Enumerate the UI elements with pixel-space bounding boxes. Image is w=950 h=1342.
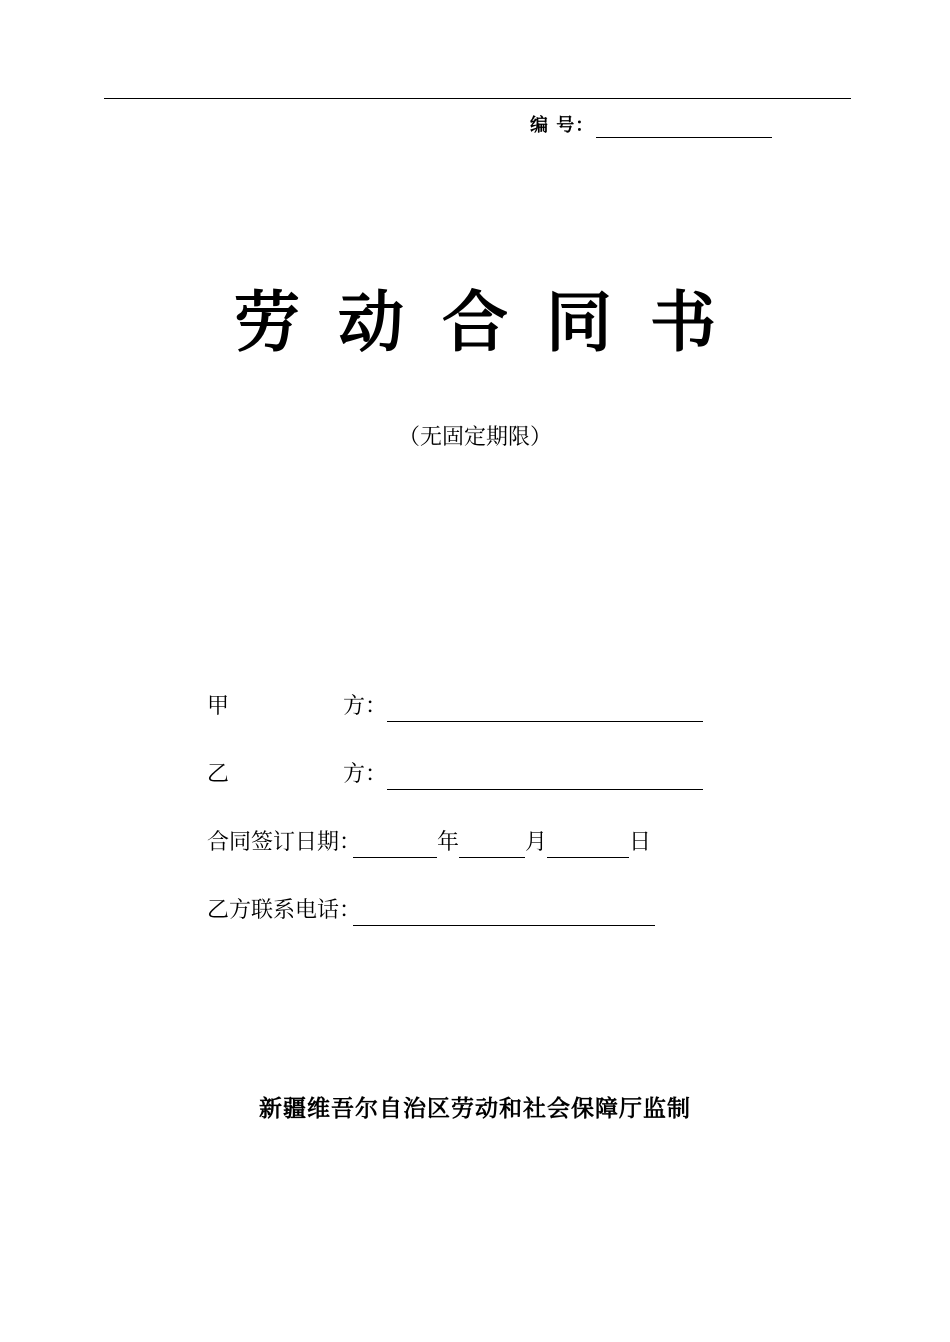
phone-blank[interactable] (353, 899, 655, 926)
serial-number-blank[interactable] (596, 117, 772, 138)
day-unit: 日 (629, 830, 652, 855)
party-a-label (207, 692, 387, 722)
sign-year-blank[interactable] (353, 831, 437, 858)
party-b-label (207, 760, 387, 790)
party-b-label-first: 乙 (207, 762, 230, 787)
party-a-blank[interactable] (387, 695, 703, 722)
header-rule (104, 98, 851, 99)
sign-month-blank[interactable] (459, 831, 525, 858)
party-b-label-last: 方： (342, 762, 387, 787)
month-unit: 月 (525, 830, 548, 855)
party-a-field (207, 686, 703, 722)
sign-date-label: 合同签订日期： (207, 830, 362, 855)
sign-day-blank[interactable] (547, 831, 629, 858)
year-unit: 年 (437, 830, 460, 855)
serial-number-row (530, 110, 772, 138)
phone-field (207, 890, 655, 926)
document-title: 劳动合同书 (234, 284, 754, 361)
phone-label: 乙方联系电话： (207, 898, 362, 923)
supervisor-note: 新疆维吾尔自治区劳动和社会保障厅监制 (259, 1096, 691, 1122)
party-a-label-last: 方： (342, 694, 387, 719)
sign-date-field (207, 822, 651, 858)
party-b-blank[interactable] (387, 763, 703, 790)
party-b-field (207, 754, 703, 790)
party-a-label-first: 甲 (207, 694, 230, 719)
document-subtitle: （无固定期限） (397, 425, 552, 450)
serial-number-label: 编 号： (530, 115, 595, 136)
